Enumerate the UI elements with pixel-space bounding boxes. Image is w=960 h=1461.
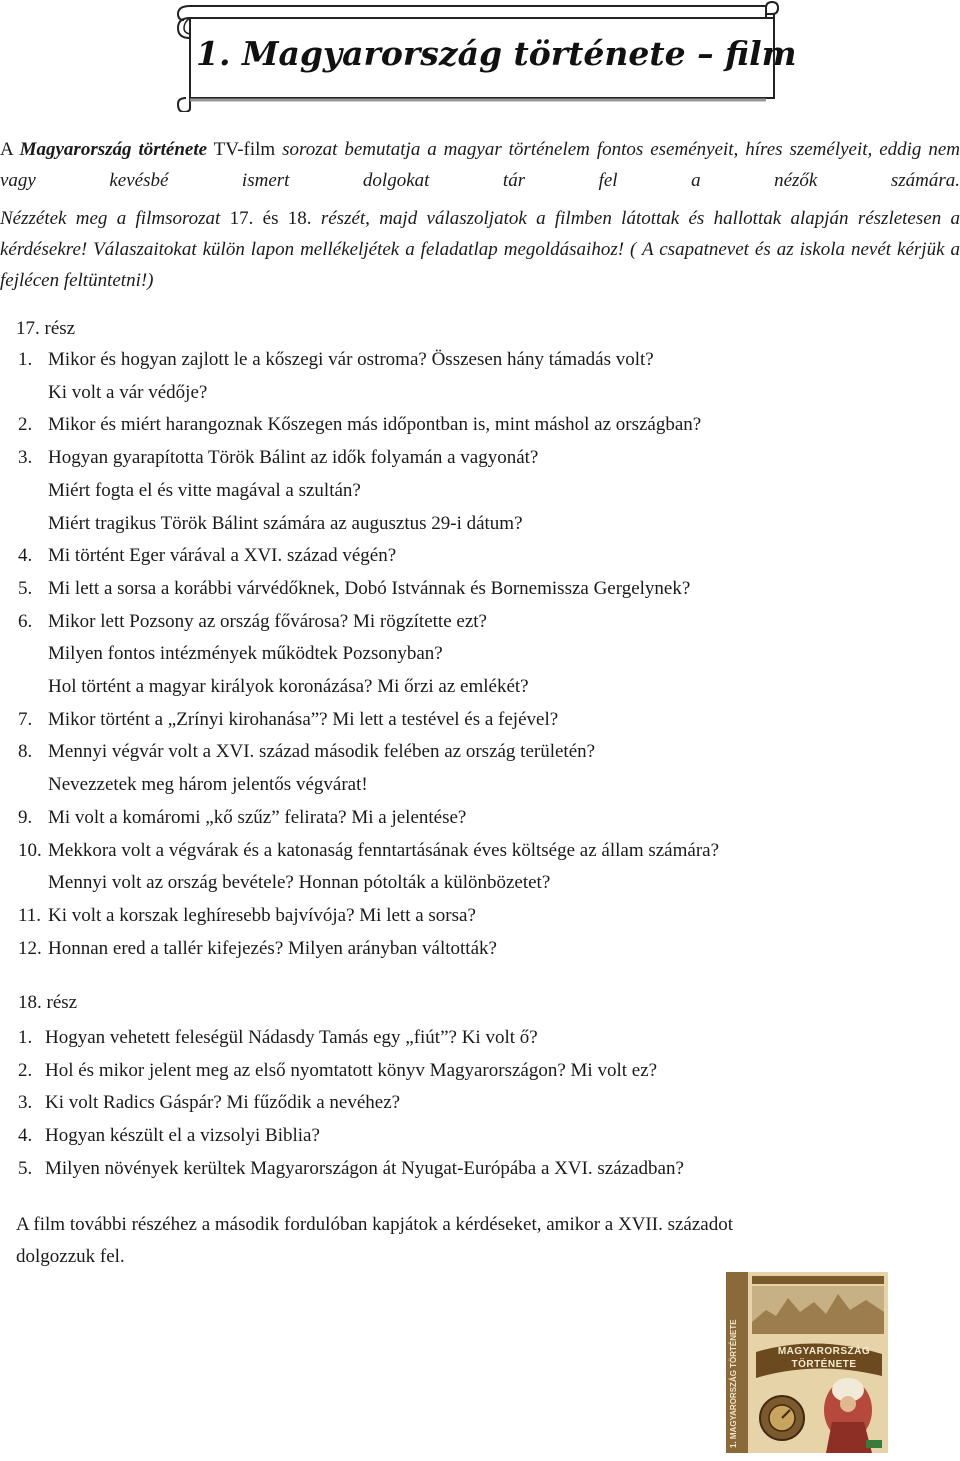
question-item [18, 736, 918, 801]
question-number: 7. [18, 708, 33, 730]
question-number: 5. [18, 1157, 33, 1179]
intro-series-title: Magyarország története [19, 139, 208, 160]
instructions-a: Nézzétek meg a filmsorozat [0, 208, 230, 229]
question-item [18, 900, 918, 933]
question-item [18, 344, 918, 409]
question-text: Milyen fontos intézmények működtek Pozsonyban? [48, 643, 443, 665]
part17-heading: 17. rész [16, 318, 76, 339]
part18-question-list [18, 1022, 918, 1186]
question-text: Ki volt Radics Gáspár? Mi fűződik a nevéhez? [45, 1092, 401, 1114]
question-text: Miért fogta el és vitte magával a szultán? [48, 479, 361, 501]
question-text: Mi volt a komáromi „kő szűz” felirata? Mi a jelentése? [48, 806, 467, 828]
question-text: Mi történt Eger várával a XVI. század végén? [48, 545, 397, 567]
intro-block [0, 134, 960, 196]
question-number: 2. [18, 1059, 33, 1081]
question-item [18, 606, 918, 704]
question-text: Mennyi végvár volt a XVI. század második felében az ország területén? [48, 741, 596, 763]
question-item [18, 704, 918, 737]
dvd-cover-image [726, 1272, 888, 1453]
instructions-paragraph [0, 203, 960, 296]
question-item [18, 1153, 918, 1186]
question-text: Mikor lett Pozsony az ország fővárosa? Mi rögzítette ezt? [48, 610, 487, 632]
question-text: Hogyan készült el a vizsolyi Biblia? [45, 1125, 320, 1147]
question-number: 3. [18, 447, 33, 469]
instructions-block [0, 203, 960, 296]
question-number: 11. [18, 904, 42, 926]
question-number: 4. [18, 545, 33, 567]
question-number: 1. [18, 1027, 33, 1048]
intro-lead-a: A [0, 139, 20, 160]
question-text: Mikor és miért harangoznak Kőszegen más időpontban is, mint máshol az országban? [48, 414, 702, 436]
dvd-title-line2: TÖRTÉNETE [791, 1359, 857, 1370]
question-number: 4. [18, 1125, 33, 1147]
question-item [18, 1120, 918, 1153]
question-text: Mikor történt a „Zrínyi kirohanása”? Mi lett a testével és a fejével? [48, 708, 559, 730]
question-text: Hol és mikor jelent meg az első nyomtatott könyv Magyarországon? Mi volt ez? [45, 1059, 658, 1081]
question-number: 3. [18, 1092, 33, 1114]
question-number: 8. [18, 741, 33, 763]
intro-lead-c: TV-film [207, 139, 276, 160]
question-text: Hogyan gyarapította Török Bálint az idők folyamán a vagyonát? [48, 447, 539, 469]
question-text: Ki volt a korszak leghíresebb bajvívója? Mi lett a sorsa? [48, 904, 476, 926]
intro-paragraph [0, 134, 960, 196]
question-number: 10. [18, 839, 42, 861]
question-item [18, 802, 918, 835]
question-text: Mikor és hogyan zajlott le a kőszegi vár ostroma? Összesen hány támadás volt? [48, 349, 654, 370]
question-number: 5. [18, 577, 33, 599]
part18-heading: 18. rész [18, 992, 78, 1013]
question-text: Mi lett a sorsa a korábbi várvédőknek, Dobó Istvánnak és Bornemissza Gergelynek? [48, 577, 691, 599]
question-item [18, 1055, 918, 1088]
question-item [18, 1022, 918, 1055]
question-text: Honnan ered a tallér kifejezés? Milyen arányban váltották? [48, 937, 497, 959]
dvd-title-line1: MAGYARORSZÁG [777, 1346, 871, 1357]
question-number: 9. [18, 806, 33, 828]
closing-paragraph: A film további részéhez a második fordulóban kapjátok a kérdéseket, amikor a XVII. századot dolgozzuk fel. [16, 1214, 733, 1267]
question-item [18, 442, 918, 540]
question-text: Nevezzetek meg három jelentős végvárat! [48, 774, 368, 796]
question-item [18, 573, 918, 606]
question-text: Ki volt a vár védője? [48, 381, 208, 403]
dvd-spine-text: 1. MAGYARORSZÁG TÖRTÉNETE [729, 1319, 738, 1448]
question-text: Miért tragikus Török Bálint számára az augusztus 29-i dátum? [48, 512, 523, 534]
intro-lead-d: sorozat bemutatja a magyar történelem fontos eseményeit, híres személyeit, eddig nem vagy kevésbé ismert dolgokat tár fel a nézők számára. [0, 139, 960, 191]
instructions-parts: 17. és 18. [229, 208, 312, 229]
question-item [18, 540, 918, 573]
question-text: Hogyan vehetett feleségül Nádasdy Tamás egy „fiút”? Ki volt ő? [45, 1027, 538, 1048]
question-text: Mekkora volt a végvárak és a katonaság fenntartásának éves költsége az állam számára? [48, 839, 720, 861]
instructions-c: részét, majd válaszoljatok a filmben látottak és hallottak alapján részletesen a kérdésekre! Válaszaitokat külön lapon mellékeljétek a feladatlap megoldásaihoz! ( A csapatnevet és az iskola nevét kérjük a fejlécen feltüntetni!) [0, 208, 960, 291]
question-item [18, 835, 918, 900]
question-item [18, 1087, 918, 1120]
question-number: 2. [18, 414, 33, 436]
question-number: 6. [18, 610, 33, 632]
question-text: Milyen növények kerültek Magyarországon át Nyugat-Európába a XVI. században? [45, 1157, 684, 1179]
part17-question-list [18, 344, 918, 965]
question-text: Mennyi volt az ország bevétele? Honnan pótolták a különbözetet? [48, 872, 551, 894]
page-title: 1. Magyarország története – film [196, 34, 797, 73]
question-text: Hol történt a magyar királyok koronázása? Mi őrzi az emlékét? [48, 676, 529, 698]
question-item [18, 409, 918, 442]
question-number: 1. [18, 349, 33, 370]
question-item [18, 933, 918, 966]
question-number: 12. [18, 937, 42, 959]
